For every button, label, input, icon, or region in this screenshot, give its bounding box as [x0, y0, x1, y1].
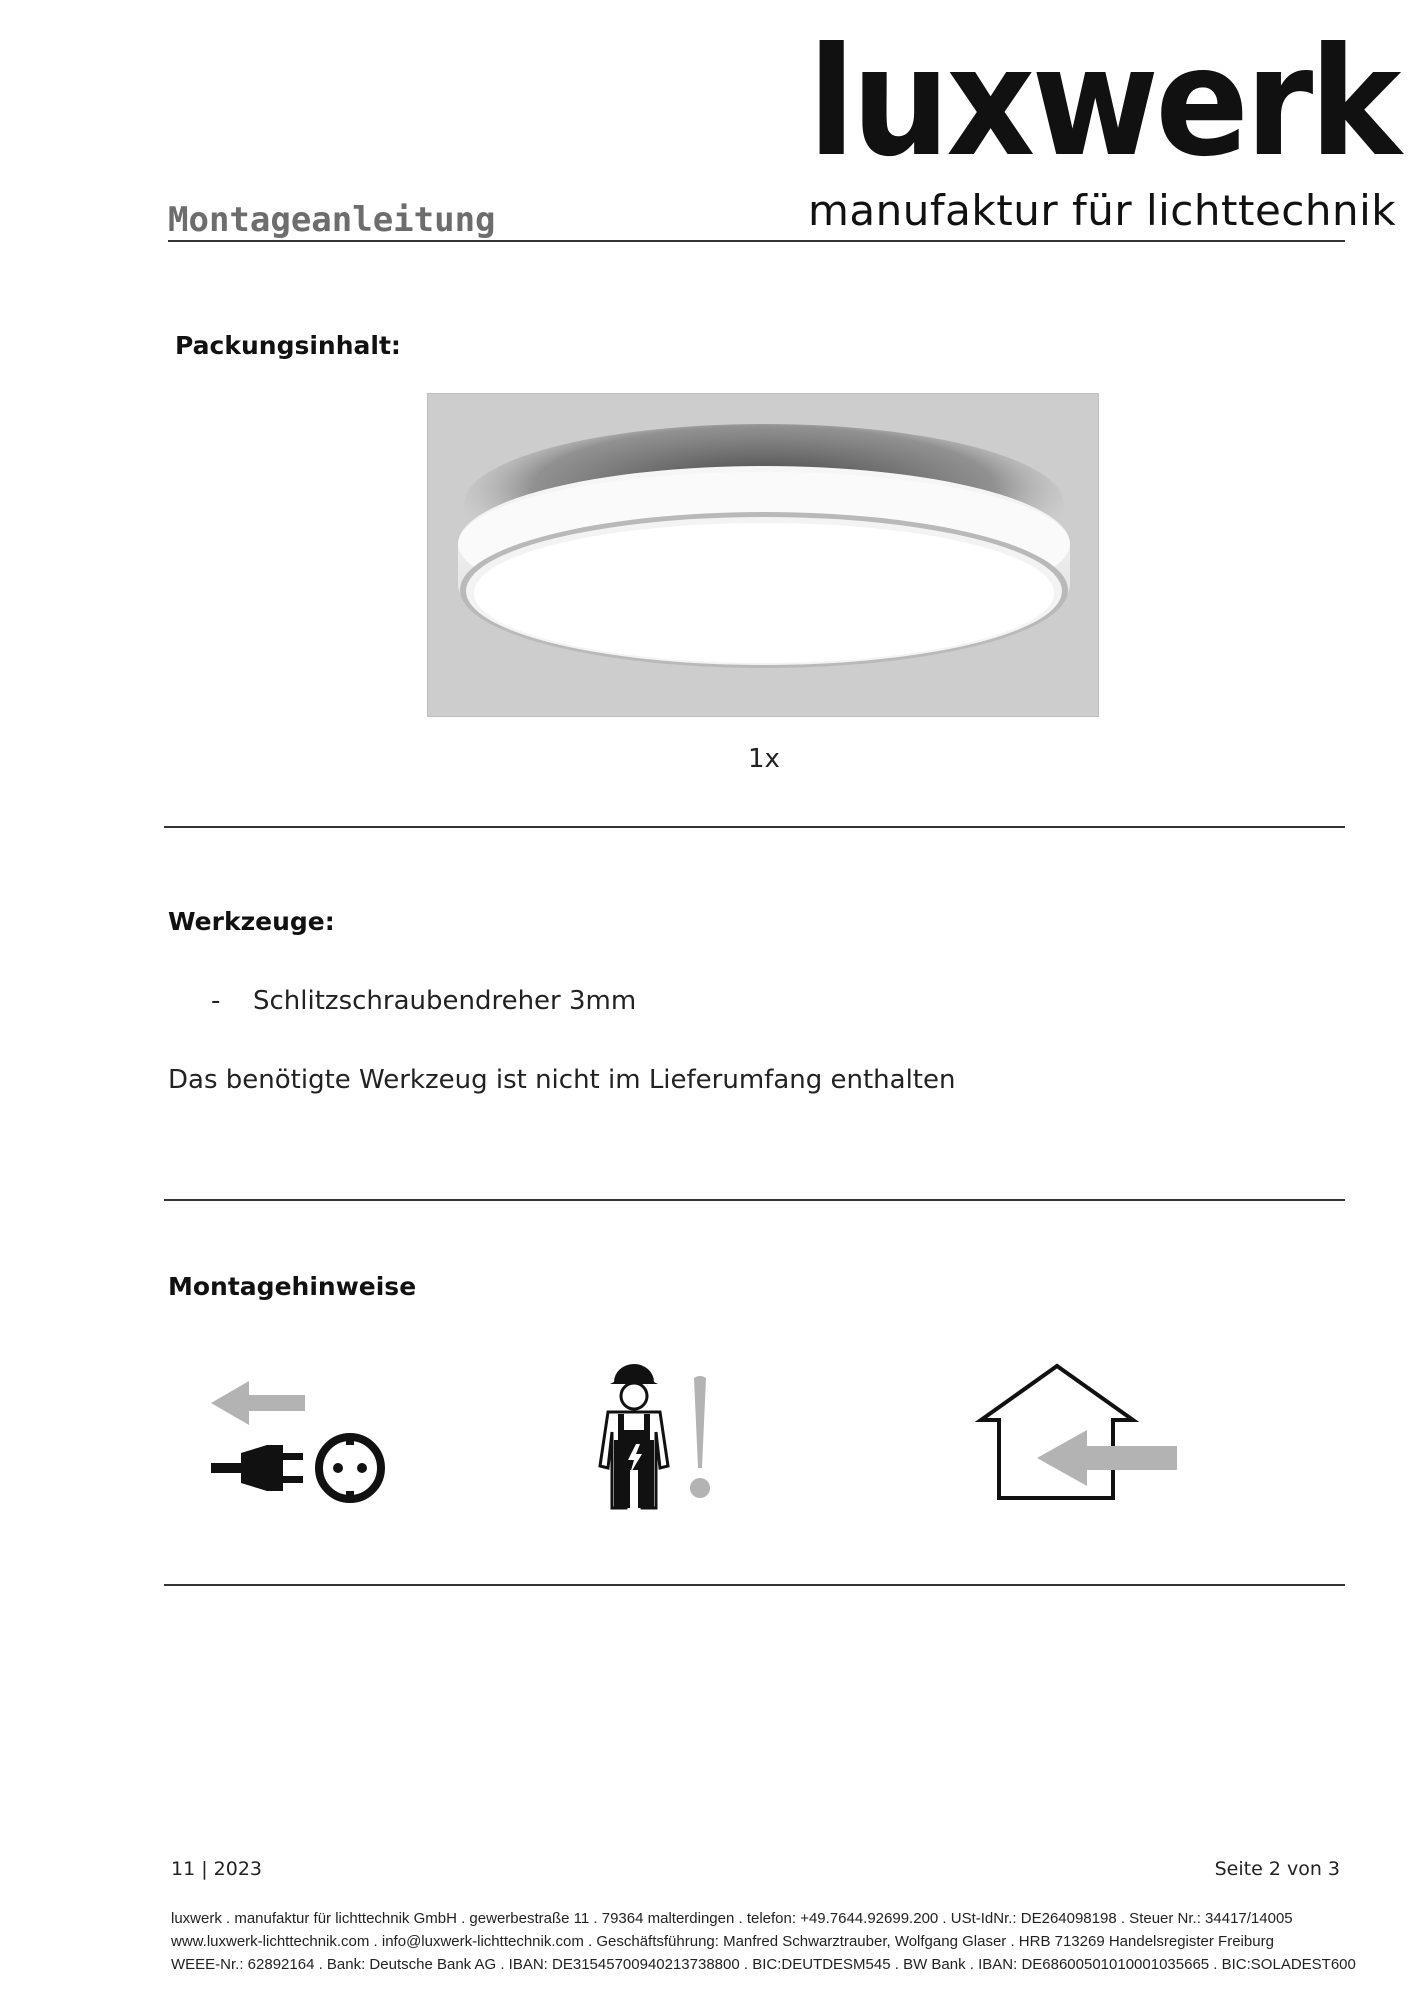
- tool-bullet: -: [211, 986, 221, 1016]
- brand-tagline: manufaktur für lichttechnik: [808, 186, 1397, 235]
- tool-item: Schlitzschraubendreher 3mm: [253, 986, 637, 1016]
- unplug-power-icon: [205, 1375, 395, 1515]
- electrician-warning-icon: [590, 1360, 720, 1520]
- section-divider-1: [164, 826, 1345, 828]
- footer-contact-line: www.luxwerk-lichttechnik.com . info@luxwerk-lichttechnik.com . Geschäftsführung: Manfred Schwarztrauber, Wolfgang Glaser . HRB 713269 Handelsregister Freiburg: [171, 1933, 1274, 1950]
- brand-logo: luxwerk: [808, 16, 1398, 190]
- tools-heading: Werkzeuge:: [168, 907, 335, 936]
- footer-bank-line: WEEE-Nr.: 62892164 . Bank: Deutsche Bank AG . IBAN: DE31545700940213738800 . BIC:DEUTDESM545 . BW Bank . IBAN: DE68600501010001035665 . BIC:SOLADEST600: [171, 1956, 1356, 1973]
- tools-note: Das benötigte Werkzeug ist nicht im Lieferumfang enthalten: [168, 1065, 956, 1095]
- indoor-use-icon: [975, 1360, 1190, 1510]
- package-quantity: 1x: [748, 744, 780, 774]
- mounting-heading: Montagehinweise: [168, 1272, 417, 1301]
- section-divider-3: [164, 1584, 1345, 1586]
- page-number: Seite 2 von 3: [1214, 1858, 1340, 1880]
- section-divider-2: [164, 1199, 1345, 1201]
- footer-company-line: luxwerk . manufaktur für lichttechnik GmbH . gewerbestraße 11 . 79364 malterdingen . telefon: +49.7644.92699.200 . USt-IdNr.: DE264098198 . Steuer Nr.: 34417/14005: [171, 1910, 1293, 1927]
- footer-date: 11 | 2023: [171, 1858, 263, 1880]
- product-image: [427, 393, 1099, 717]
- header-divider: [168, 240, 1345, 242]
- package-heading: Packungsinhalt:: [175, 331, 401, 360]
- ceiling-lamp-illustration: [428, 394, 1099, 717]
- document-title: Montageanleitung: [168, 200, 496, 240]
